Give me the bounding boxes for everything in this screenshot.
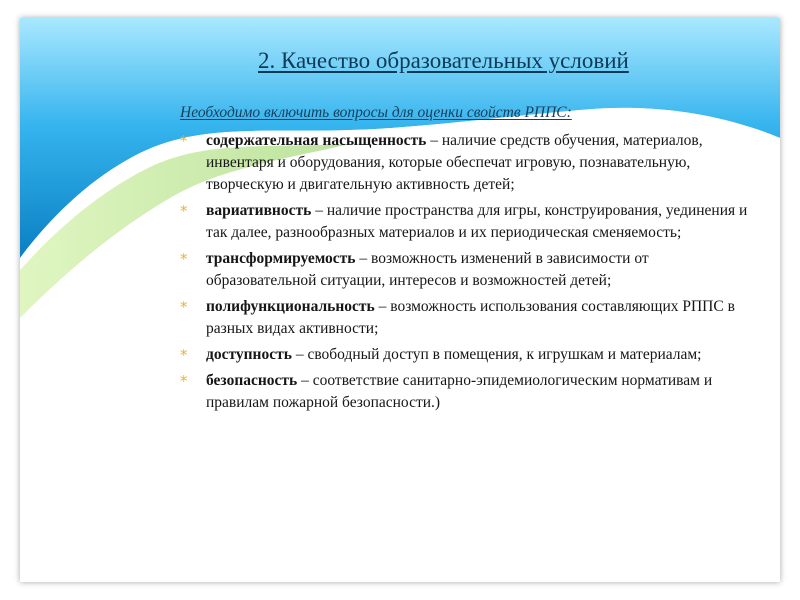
item-text: – соответствие санитарно-эпидемиологическим нормативам и правилам пожарной безопасности.) xyxy=(206,372,713,411)
list-item xyxy=(180,248,760,292)
intro-text: Необходимо включить вопросы для оценки свойств РППС: xyxy=(180,104,572,121)
item-text: – наличие пространства для игры, конструирования, уединения и так далее, разнообразных материалов и их периодическая сменяемость; xyxy=(206,202,748,241)
item-term: трансформируемость xyxy=(206,250,356,267)
star-bullet-icon: * xyxy=(180,346,188,364)
item-text: – возможность использования составляющих РППС в разных видах активности; xyxy=(206,298,735,337)
item-text: – свободный доступ в помещения, к игрушкам и материалам; xyxy=(291,346,702,363)
criteria-list xyxy=(180,130,760,418)
star-bullet-icon: * xyxy=(180,372,188,390)
item-term: содержательная насыщенность xyxy=(206,132,427,149)
list-item xyxy=(180,344,760,366)
item-term: доступность xyxy=(206,346,292,363)
list-item xyxy=(180,200,760,244)
star-bullet-icon: * xyxy=(180,298,188,316)
star-bullet-icon: * xyxy=(180,202,188,220)
slide-title: 2. Качество образовательных условий xyxy=(258,48,629,73)
star-bullet-icon: * xyxy=(180,132,188,150)
item-text: – возможность изменений в зависимости от образовательной ситуации, интересов и возможностей детей; xyxy=(206,250,649,289)
list-item xyxy=(180,370,760,414)
slide-frame xyxy=(20,18,780,582)
star-bullet-icon: * xyxy=(180,250,188,268)
item-term: полифункциональность xyxy=(206,298,375,315)
item-term: безопасность xyxy=(206,372,298,389)
item-text: – наличие средств обучения, материалов, инвентаря и оборудования, которые обеспечат игровую, познавательную, творческую и двигательную активность детей; xyxy=(206,132,703,193)
list-item xyxy=(180,296,760,340)
list-item xyxy=(180,130,760,196)
item-term: вариативность xyxy=(206,202,312,219)
